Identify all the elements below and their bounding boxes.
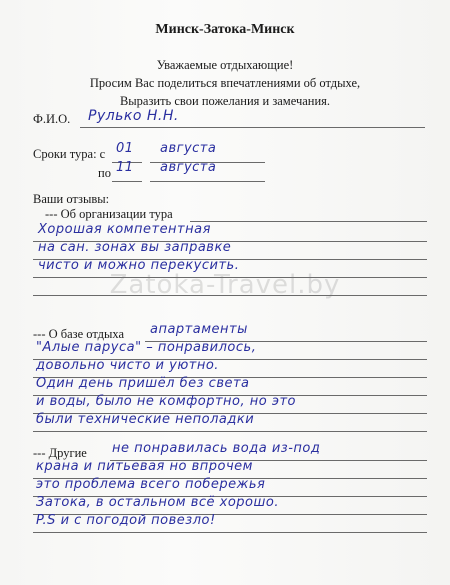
fio-value: Рулько Н.Н. bbox=[88, 108, 179, 124]
other-text-line-2: крана и питьевая но впрочем bbox=[36, 459, 253, 474]
other-text-line-5: P.S и с погодой повезло! bbox=[36, 513, 216, 528]
from-month-value: августа bbox=[160, 141, 217, 156]
site-watermark: Zatoka-Travel.by bbox=[109, 270, 341, 300]
base-text-line-2: "Алые паруса" – понравилось, bbox=[36, 340, 257, 355]
org-text-line-3: чисто и можно перекусить. bbox=[38, 258, 240, 273]
intro-line-2: Просим Вас поделиться впечатлениями об отдыхе, bbox=[89, 76, 361, 90]
other-text-line-1: не понравилась вода из-под bbox=[112, 441, 321, 456]
tour-to-label: по bbox=[98, 166, 111, 180]
base-label: --- О базе отдыха bbox=[33, 327, 125, 341]
to-day-value: 11 bbox=[116, 160, 134, 175]
form-title: Минск-Затока-Минск bbox=[155, 22, 295, 37]
organization-label: --- Об организации тура bbox=[45, 207, 173, 221]
base-text-line-5: и воды, было не комфортно, но это bbox=[36, 394, 296, 409]
org-text-line-1: Хорошая компетентная bbox=[38, 222, 211, 237]
intro-line-3: Выразить свои пожелания и замечания. bbox=[119, 94, 331, 108]
other-text-line-3: это проблема всего побережья bbox=[36, 477, 266, 492]
to-day-underline bbox=[112, 181, 142, 182]
tour-from-label: Сроки тура: с bbox=[33, 147, 106, 161]
base-text-line-1: апартаменты bbox=[150, 322, 248, 337]
reviews-heading: Ваши отзывы: bbox=[33, 192, 110, 206]
greeting-line: Уважаемые отдыхающие! bbox=[156, 58, 294, 72]
base-text-line-3: довольно чисто и уютно. bbox=[36, 358, 219, 373]
other-rule-5 bbox=[33, 532, 427, 533]
to-month-underline bbox=[150, 181, 265, 182]
other-text-line-4: Затока, в остальном всё хорошо. bbox=[36, 495, 279, 510]
base-text-line-6: были технические неполадки bbox=[36, 412, 255, 427]
fio-label: Ф.И.О. bbox=[33, 112, 71, 126]
to-month-value: августа bbox=[160, 160, 217, 175]
org-rule-1 bbox=[190, 221, 427, 222]
other-label: --- Другие bbox=[33, 446, 87, 460]
base-rule-6 bbox=[33, 431, 427, 432]
org-text-line-2: на сан. зонах вы заправке bbox=[38, 240, 232, 255]
fio-underline bbox=[80, 127, 425, 128]
from-day-value: 01 bbox=[116, 141, 134, 156]
base-text-line-4: Один день пришёл без света bbox=[36, 376, 250, 391]
